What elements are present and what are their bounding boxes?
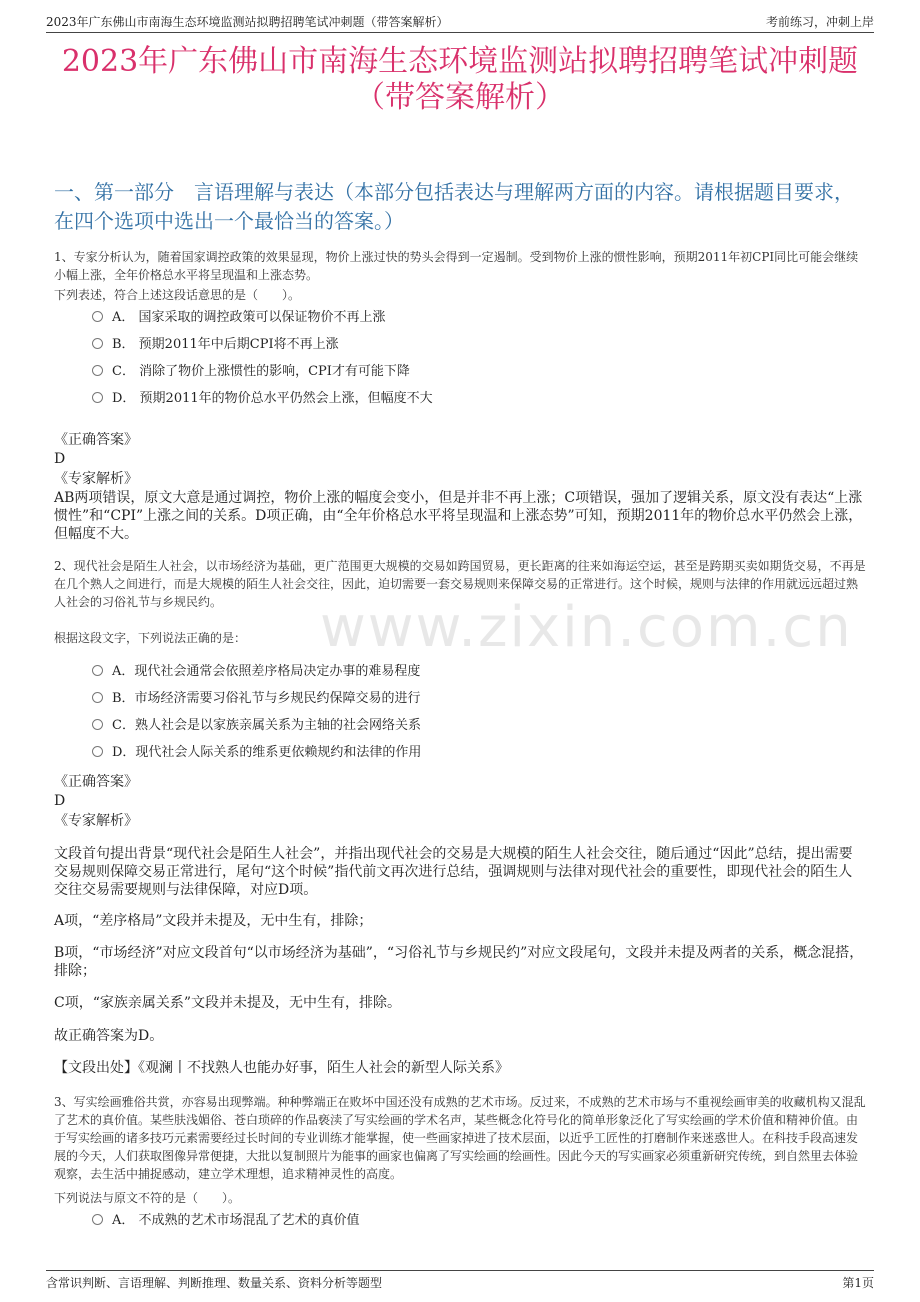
radio-icon[interactable] (92, 311, 103, 322)
radio-icon[interactable] (92, 719, 103, 730)
question-2-option-d[interactable]: D．现代社会人际关系的维系更依赖规约和法律的作用 (92, 744, 421, 762)
question-2-stem: 2、现代社会是陌生人社会，以市场经济为基础，更广范围更大规模的交易如跨国贸易，更长距离的往来如海运空运，甚至是跨期买卖如期货交易，不再是在几个熟人之间进行，而是大规模的陌生人社会交往，因此，迫切需要一套交易规则来保障交易的正常进行。这个时候，规则与法律的作用就远远超过熟人社会的习俗礼节与乡规民约。 (54, 559, 866, 609)
document-title (40, 44, 880, 116)
question-1-option-c[interactable]: C． 消除了物价上涨惯性的影响，CPI才有可能下降 (92, 363, 410, 381)
question-1-option-d[interactable]: D． 预期2011年的物价总水平仍然会上涨，但幅度不大 (92, 390, 433, 408)
question-2-source: 【文段出处】《观澜丨不找熟人也能办好事，陌生人社会的新型人际关系》 (54, 1060, 509, 1076)
document-title-line2: （带答案解析） (355, 80, 565, 115)
question-1-option-b[interactable]: B． 预期2011年中后期CPI将不再上涨 (92, 336, 339, 354)
question-1-answer-label: 《正确答案》 (54, 432, 138, 448)
question-2-prompt: 根据这段文字，下列说法正确的是： (54, 631, 247, 645)
question-1-analysis-label: 《专家解析》 (54, 471, 138, 487)
question-2-option-b[interactable]: B．市场经济需要习俗礼节与乡规民约保障交易的进行 (92, 690, 421, 708)
question-3-stem: 3、写实绘画雅俗共赏，亦容易出现弊端。种种弊端正在败坏中国还没有成熟的艺术市场。反过来，不成熟的艺术市场与不重视绘画审美的收藏机构又混乱了艺术的真价值。某些肤浅媚俗、苍白琐碎的作品亵渎了写实绘画的学术名声，某些概念化符号化的简单形象泛化了写实绘画的学术价值和精神价值。由于写实绘画的诸多技巧元素需要经过长时间的专业训练才能掌握，使一些画家掉进了技术层面，以近乎工匠性的打磨制作来迷惑世人。在科技手段高速发展的今天，人们获取图像异常便捷，大批以复制照片为能事的画家也偏离了写实绘画的绘画性。因此今天的写实画家必须重新研究传统，到自然里去体验观察，去生活中捕捉感动，建立学术理想，追求精神灵性的高度。 (54, 1095, 866, 1181)
page-number: 第1页 (842, 1276, 874, 1290)
page-footer (46, 1270, 874, 1293)
radio-icon[interactable] (92, 365, 103, 376)
radio-icon[interactable] (92, 338, 103, 349)
question-2-analysis-b: B项，“市场经济”对应文段首句“以市场经济为基础”，“习俗礼节与乡规民约”对应文段尾句，文段并未提及两者的关系，概念混搭，排除； (54, 945, 864, 979)
question-1-stem: 1、专家分析认为，随着国家调控政策的效果显现，物价上涨过快的势头会得到一定遏制。受到物价上涨的惯性影响，预期2011年初CPI同比可能会继续小幅上涨，全年价格总水平将呈现温和上涨态势。 (54, 250, 859, 282)
header-slogan: 考前练习，冲刺上岸 (765, 15, 874, 29)
question-1-prompt: 下列表述，符合上述这段话意思的是（ ）。 (54, 288, 301, 302)
radio-icon[interactable] (92, 746, 103, 757)
question-2-conclusion: 故正确答案为D。 (54, 1028, 164, 1044)
radio-icon[interactable] (92, 1214, 103, 1225)
radio-icon[interactable] (92, 392, 103, 403)
question-2-answer: D (54, 793, 66, 809)
question-2-option-c[interactable]: C．熟人社会是以家族亲属关系为主轴的社会网络关系 (92, 717, 421, 735)
question-3-prompt: 下列说法与原文不符的是（ ）。 (54, 1191, 241, 1205)
question-2-analysis-c: C项，“家族亲属关系”文段并未提及，无中生有，排除。 (54, 995, 402, 1011)
question-2-analysis-a: A项，“差序格局”文段并未提及，无中生有，排除； (54, 913, 373, 929)
question-2-answer-label: 《正确答案》 (54, 774, 138, 790)
radio-icon[interactable] (92, 665, 103, 676)
question-1-option-a[interactable]: A． 国家采取的调控政策可以保证物价不再上涨 (92, 309, 386, 327)
header-doc-title: 2023年广东佛山市南海生态环境监测站拟聘招聘笔试冲刺题（带答案解析） (46, 15, 449, 29)
document-title-line1: 2023年广东佛山市南海生态环境监测站拟聘招聘笔试冲刺题 (61, 44, 859, 79)
question-2-option-a[interactable]: A．现代社会通常会依照差序格局决定办事的难易程度 (92, 663, 420, 681)
question-1-answer: D (54, 451, 66, 467)
footer-description: 含常识判断、言语理解、判断推理、数量关系、资料分析等题型 (46, 1276, 383, 1290)
question-2-analysis: 文段首句提出背景“现代社会是陌生人社会”，并指出现代社会的交易是大规模的陌生人社会交往，随后通过“因此”总结，提出需要交易规则保障交易正常进行，尾句“这个时候”指代前文再次进行总结，强调规则与法律对现代社会的重要性，即现代社会的陌生人交往交易需要规则与法律保障，对应D项。 (54, 846, 853, 898)
question-2-analysis-label: 《专家解析》 (54, 813, 138, 829)
radio-icon[interactable] (92, 692, 103, 703)
section-heading: 一、第一部分 言语理解与表达（本部分包括表达与理解两方面的内容。请根据题目要求，在四个选项中选出一个最恰当的答案。） (54, 180, 854, 233)
watermark: www.zixin.com.cn (320, 595, 853, 660)
question-3-option-a[interactable]: A． 不成熟的艺术市场混乱了艺术的真价值 (92, 1212, 360, 1230)
question-1-analysis: AB两项错误，原文大意是通过调控，物价上涨的幅度会变小，但是并非不再上涨；C项错误，强加了逻辑关系，原文没有表达“上涨惯性”和“CPI”上涨之间的关系。D项正确，由“全年价格总水平将呈现温和上涨态势”可知，预期2011年的物价总水平仍然会上涨，但幅度不大。 (54, 490, 863, 542)
page-header (46, 8, 874, 33)
